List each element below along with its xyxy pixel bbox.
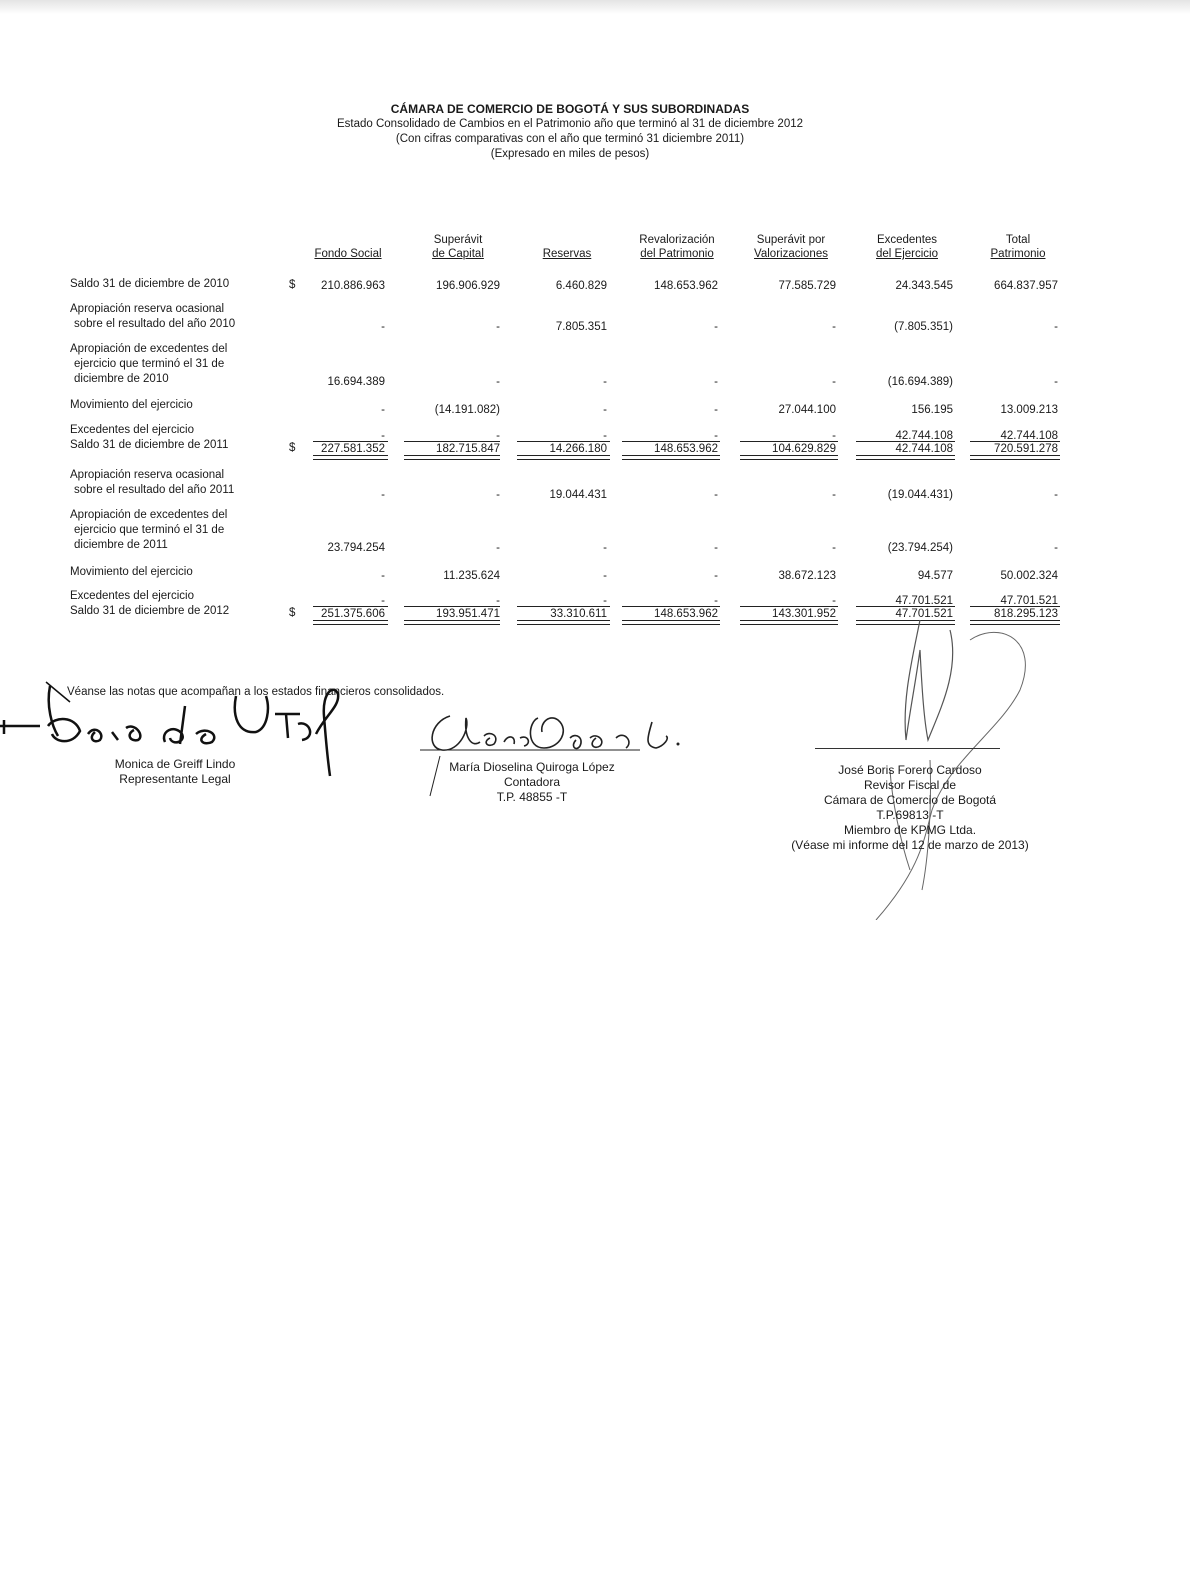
table-cell: 227.581.352	[321, 443, 385, 455]
table-cell: -	[714, 404, 718, 416]
row-label-line: diciembre de 2011	[74, 539, 168, 551]
table-cell: 16.694.389	[327, 376, 385, 388]
table-cell: 33.310.611	[550, 608, 607, 620]
column-header-line1: Total	[1005, 234, 1031, 246]
column-header	[622, 225, 732, 261]
table-cell: -	[381, 570, 385, 582]
column-header-line2: del Ejercicio	[876, 248, 938, 260]
signatory-accountant	[422, 760, 642, 805]
signatory-license: T.P.69813 -T	[876, 808, 944, 822]
table-cell: -	[832, 321, 836, 333]
signatory-firm: Miembro de KPMG Ltda.	[843, 823, 977, 837]
subtotal-rule	[313, 606, 388, 607]
subtotal-rule	[740, 606, 838, 607]
table-cell: 14.266.180	[549, 443, 607, 455]
table-cell: 251.375.606	[321, 608, 385, 620]
row-label-line: Saldo 31 de diciembre de 2010	[70, 278, 230, 290]
subtotal-rule	[517, 441, 610, 442]
subtotal-rule	[970, 606, 1060, 607]
signatory-representative	[80, 757, 270, 787]
row-label-line: Saldo 31 de diciembre de 2011	[70, 439, 229, 451]
company-title: CÁMARA DE COMERCIO DE BOGOTÁ Y SUS SUBORDINADAS	[390, 102, 750, 116]
signatory-name: José Boris Forero Cardoso	[838, 763, 982, 777]
total-double-rule	[313, 455, 388, 460]
table-cell: 664.837.957	[994, 280, 1058, 292]
table-cell: -	[714, 489, 718, 501]
total-double-rule	[404, 455, 500, 460]
row-label	[70, 302, 235, 332]
table-cell: -	[496, 321, 500, 333]
table-cell: -	[603, 430, 607, 442]
table-cell: -	[496, 430, 500, 442]
row-label-line: Movimiento del ejercicio	[70, 566, 193, 578]
comparative-note: (Con cifras comparativas con el año que terminó 31 diciembre 2011)	[395, 133, 745, 145]
signatory-role: Contadora	[503, 775, 561, 789]
row-label	[70, 342, 227, 387]
currency-symbol: $	[289, 607, 296, 619]
table-cell: 38.672.123	[778, 570, 836, 582]
total-double-rule	[740, 620, 838, 625]
table-cell: 148.653.962	[654, 280, 718, 292]
table-cell: 720.591.278	[994, 443, 1058, 455]
row-label	[70, 423, 194, 438]
table-cell: 818.295.123	[994, 608, 1058, 620]
column-header-line2: de Capital	[432, 248, 484, 260]
column-header-line2: del Patrimonio	[640, 248, 714, 260]
total-double-rule	[404, 620, 500, 625]
notes-reference: Véanse las notas que acompañan a los estados financieros consolidados.	[67, 686, 445, 698]
table-cell: 182.715.847	[436, 443, 500, 455]
table-cell: -	[496, 489, 500, 501]
column-header	[403, 225, 513, 261]
row-label	[70, 508, 227, 553]
scan-edge-shadow	[0, 0, 1190, 14]
table-cell: (7.805.351)	[894, 321, 953, 333]
table-cell: -	[381, 321, 385, 333]
total-double-rule	[313, 620, 388, 625]
signatory-role: Revisor Fiscal de	[863, 778, 957, 792]
table-cell: -	[714, 376, 718, 388]
table-cell: 6.460.829	[555, 280, 607, 292]
table-cell: -	[381, 404, 385, 416]
table-cell: 196.906.929	[436, 280, 500, 292]
table-cell: 156.195	[911, 404, 953, 416]
subtotal-rule	[856, 606, 955, 607]
row-label-line: diciembre de 2010	[74, 373, 169, 385]
signatory-name: Monica de Greiff Lindo	[114, 757, 236, 771]
table-cell: -	[381, 489, 385, 501]
column-header	[512, 225, 622, 261]
signatory-name: María Dioselina Quiroga López	[449, 760, 615, 774]
table-cell: 148.653.962	[654, 608, 718, 620]
table-cell: -	[714, 570, 718, 582]
table-cell: 42.744.108	[895, 430, 953, 442]
table-cell: -	[381, 430, 385, 442]
row-label	[70, 565, 193, 580]
currency-note: (Expresado en miles de pesos)	[490, 148, 650, 160]
table-cell: -	[381, 595, 385, 607]
row-label-line: Apropiación reserva ocasional	[70, 469, 225, 481]
row-label-line: Excedentes del ejercicio	[70, 590, 195, 602]
row-label-line: Saldo 31 de diciembre de 2012	[70, 605, 230, 617]
row-label-line: Apropiación de excedentes del	[70, 509, 228, 521]
row-label	[70, 468, 234, 498]
table-cell: 94.577	[917, 570, 953, 582]
column-header	[736, 225, 846, 261]
row-label-line: ejercicio que terminó el 31 de	[74, 358, 225, 370]
subtotal-rule	[313, 441, 388, 442]
table-cell: -	[496, 542, 500, 554]
row-label-line: Apropiación reserva ocasional	[70, 303, 225, 315]
table-cell: 42.744.108	[895, 443, 953, 455]
row-label	[70, 604, 229, 619]
total-double-rule	[970, 455, 1060, 460]
table-cell: 143.301.952	[772, 608, 836, 620]
subtotal-rule	[856, 441, 955, 442]
column-header	[852, 225, 962, 261]
row-label	[70, 438, 228, 453]
table-cell: (19.044.431)	[887, 489, 953, 501]
table-cell: 193.951.471	[436, 608, 500, 620]
table-cell: -	[1054, 489, 1058, 501]
total-double-rule	[622, 455, 720, 460]
table-cell: 47.701.521	[895, 595, 953, 607]
table-cell: 11.235.624	[443, 570, 500, 582]
table-cell: -	[603, 404, 607, 416]
column-header-line1: Revalorización	[639, 234, 715, 246]
column-header-line2: Patrimonio	[990, 248, 1046, 260]
signatory-report-reference: (Véase mi informe del 12 de marzo de 2013)	[791, 838, 1029, 852]
table-cell: -	[603, 542, 607, 554]
table-cell: 24.343.545	[895, 280, 953, 292]
column-header-line1: Excedentes	[876, 234, 938, 246]
column-header	[963, 225, 1073, 261]
table-cell: -	[1054, 321, 1058, 333]
signatory-auditor	[760, 763, 1060, 853]
table-cell: -	[832, 430, 836, 442]
subtotal-rule	[404, 441, 500, 442]
table-cell: -	[714, 542, 718, 554]
table-cell: -	[714, 430, 718, 442]
table-cell: 77.585.729	[778, 280, 836, 292]
table-cell: (14.191.082)	[434, 404, 500, 416]
auditor-signature-line	[815, 748, 1000, 749]
subtotal-rule	[404, 606, 500, 607]
table-cell: -	[603, 570, 607, 582]
row-label-line: sobre el resultado del año 2011	[74, 484, 235, 496]
signatory-organization: Cámara de Comercio de Bogotá	[823, 793, 997, 807]
column-header-line2: Fondo Social	[314, 248, 382, 260]
subtotal-rule	[740, 441, 838, 442]
table-cell: (23.794.254)	[887, 542, 953, 554]
row-label	[70, 589, 194, 604]
table-cell: 42.744.108	[1000, 430, 1058, 442]
row-label-line: Excedentes del ejercicio	[70, 424, 195, 436]
table-cell: 148.653.962	[654, 443, 718, 455]
table-cell: -	[832, 376, 836, 388]
subtotal-rule	[970, 441, 1060, 442]
subtotal-rule	[622, 606, 720, 607]
table-cell: -	[832, 542, 836, 554]
column-header-line1: Superávit por	[756, 234, 826, 246]
table-cell: -	[603, 595, 607, 607]
table-cell: 104.629.829	[772, 443, 836, 455]
table-cell: -	[1054, 376, 1058, 388]
table-cell: 50.002.324	[1000, 570, 1058, 582]
row-label	[70, 398, 193, 413]
signatory-license: T.P. 48855 -T	[496, 790, 568, 804]
column-header-line2: Reservas	[542, 248, 592, 260]
table-cell: -	[714, 321, 718, 333]
signatory-role: Representante Legal	[119, 772, 231, 786]
table-cell: 19.044.431	[549, 489, 607, 501]
table-cell: -	[496, 376, 500, 388]
table-cell: 7.805.351	[555, 321, 607, 333]
row-label-line: Movimiento del ejercicio	[70, 399, 193, 411]
column-header-line1: Superávit	[433, 234, 483, 246]
table-cell: -	[714, 595, 718, 607]
row-label-line: sobre el resultado del año 2010	[74, 318, 236, 330]
row-label-line: Apropiación de excedentes del	[70, 343, 228, 355]
row-label	[70, 277, 229, 292]
total-double-rule	[740, 455, 838, 460]
table-cell: -	[832, 489, 836, 501]
column-header-line2: Valorizaciones	[754, 248, 828, 260]
total-double-rule	[622, 620, 720, 625]
table-cell: 47.701.521	[895, 608, 953, 620]
document-header	[260, 102, 880, 162]
subtotal-rule	[622, 441, 720, 442]
statement-title: Estado Consolidado de Cambios en el Patrimonio año que terminó al 31 de diciembre 2012	[336, 118, 804, 130]
total-double-rule	[517, 620, 610, 625]
total-double-rule	[517, 455, 610, 460]
currency-symbol: $	[289, 442, 296, 454]
subtotal-rule	[517, 606, 610, 607]
table-cell: (16.694.389)	[887, 376, 953, 388]
total-double-rule	[856, 455, 955, 460]
currency-symbol: $	[289, 279, 296, 291]
table-cell: -	[1054, 542, 1058, 554]
table-cell: 13.009.213	[1000, 404, 1058, 416]
row-label-line: ejercicio que terminó el 31 de	[74, 524, 225, 536]
table-cell: -	[832, 595, 836, 607]
table-cell: 27.044.100	[778, 404, 836, 416]
table-cell: -	[496, 595, 500, 607]
table-cell: -	[603, 376, 607, 388]
table-cell: 210.886.963	[321, 280, 385, 292]
table-cell: 23.794.254	[327, 542, 385, 554]
table-cell: 47.701.521	[1000, 595, 1058, 607]
column-header	[293, 225, 403, 261]
